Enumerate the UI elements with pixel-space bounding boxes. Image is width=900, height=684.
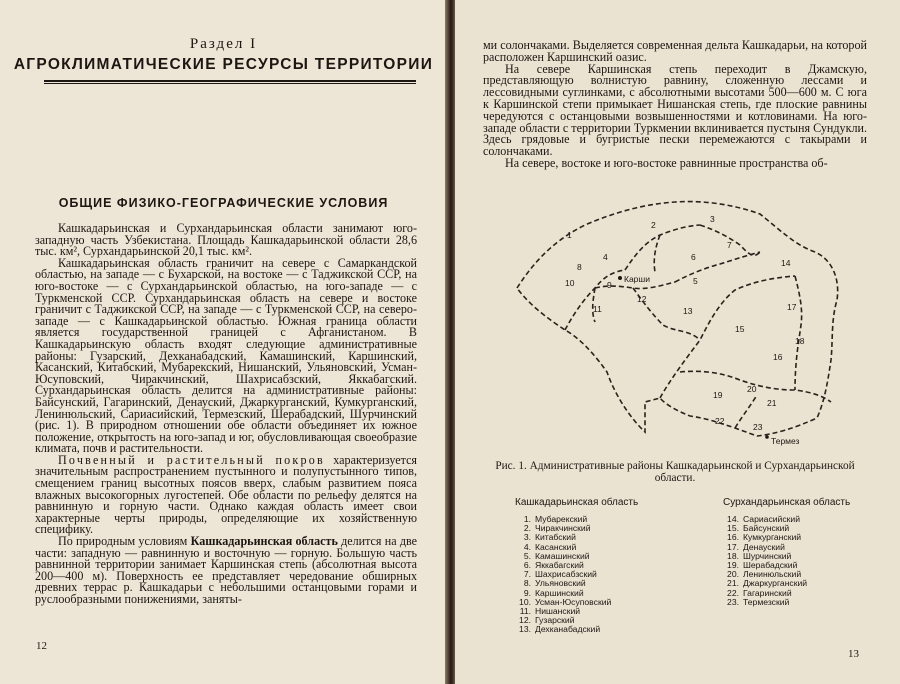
paragraph-kashka-rest: делится на две части: западную — равнинную и восточную — горную. Большую часть равнинной территории занимает Каршинская степь (абсолютная высота 200—400 м). Поверхность ее представляет чередование обширных древних террас р. Кашкадарьи с небольшими останцовыми горами и руслообразными понижениями, заняты- xyxy=(35,534,418,606)
legend-item-name: Сариасийский xyxy=(743,514,800,524)
legend-item-number: 5. xyxy=(523,550,531,561)
legend-item-name: Байсунский xyxy=(743,523,790,534)
legend-item-name: Шахрисабзский xyxy=(535,569,597,580)
legend-item-name: Шерабадский xyxy=(743,560,798,571)
paragraph-borders: Кашкадарьинская область граничит на севере с Самаркандской областью, на западе — с Бухарской, на востоке — с Таджикской ССР, на юго-востоке — с Сурхандарьинской областью, на юго-западе — с Туркменской ССР. Сурхандарьинская область на севере и востоке граничит с Таджикской ССР, на западе — с Туркменской ССР, на северо-западе — с Кашкадарьинской областью. Южная граница области является государственной границей с Афганистаном. В Кашкадарьинскую область входят следующие административные районы: Гузарский, Дехканабадский, Камашинский, Каршинский, Касанский, Китабский, Мубарекский, Нишанский, Ульяновский, Усман-Юсуповский, Чиракчинский, Шахрисабзский, Яккабагский. Сурхандарьинская область делится на административные районы: Байсунский, Гагаринский, Денауский, Джаркурганский, Кумкурганский, Ленинюльский, Сариасийский, Термезский, Шерабадский, Шурчинский (рис. 1). В природном отношении обе области объединяет их южное положение, открытость на юго-запад и юг, обусловливающая своеобразие климата, почв и растительности. xyxy=(35,255,417,456)
region-label-3: 3 xyxy=(710,214,715,224)
city-marker-karshi xyxy=(618,276,622,280)
legend-item-name: Ленинюльский xyxy=(743,569,802,580)
region-label-9: 9 xyxy=(607,280,612,290)
region-label-11: 11 xyxy=(593,304,602,314)
region-label-6: 6 xyxy=(691,252,696,262)
legend-item-name: Яккабагский xyxy=(535,560,584,571)
legend-item-name: Касанский xyxy=(535,541,577,552)
region-label-22: 22 xyxy=(715,416,725,426)
legend-item-number: 21. xyxy=(727,578,739,589)
paragraph-kashkadarya xyxy=(35,536,417,606)
region-label-16: 16 xyxy=(773,352,783,362)
district-map xyxy=(495,190,855,452)
paragraph-kashka-start: По природным условиям xyxy=(58,534,191,549)
region-border-surkhan xyxy=(660,276,795,398)
outer-boundary xyxy=(517,202,838,436)
city-marker-termez xyxy=(765,435,769,439)
legend-item-name: Камашинский xyxy=(535,550,590,561)
city-label-termez: Термез xyxy=(771,436,800,446)
legend-item-name: Китабский xyxy=(535,532,576,543)
legend-item-number: 10. xyxy=(519,596,531,607)
legend-item-name: Мубарекский xyxy=(535,514,588,524)
bold-term: Кашкадарьинская область xyxy=(190,534,338,549)
title-rule-thin xyxy=(44,83,416,84)
region-label-19: 19 xyxy=(713,390,723,400)
legend-item-number: 3. xyxy=(523,532,531,543)
body-text-right xyxy=(483,40,867,170)
title-rule xyxy=(44,80,416,82)
region-label-10: 10 xyxy=(565,278,575,288)
legend-item-number: 12. xyxy=(519,615,531,626)
legend-item-number: 20. xyxy=(727,569,739,580)
region-label-2: 2 xyxy=(651,220,656,230)
paragraph-steppe: На севере Каршинская степь переходит в Джамскую, представляющую волнистую равнину, сложенную лессами и лессовидными суглинками, с абсолютными высотами 500—600 м. С юга к Каршинской степи примыкает Нишанская степь, где плоские равнины чередуются с останцовыми возвышенностями и котловинами. На юго-западе области с территории Туркмении вклинивается пустыня Сундукли. Здесь грядовые и бугристые пески перемежаются с такырами и солончаками. xyxy=(483,61,867,159)
legend-item-name: Гагаринский xyxy=(743,587,792,598)
region-label-21: 21 xyxy=(767,398,777,408)
region-label-14: 14 xyxy=(781,258,791,268)
chapter-title: ОБЩИЕ ФИЗИКО-ГЕОГРАФИЧЕСКИЕ УСЛОВИЯ xyxy=(58,196,389,210)
region-label-20: 20 xyxy=(747,384,757,394)
legend-item xyxy=(723,598,807,607)
legend-list-surkhandarya xyxy=(723,515,807,607)
section-label: Раздел I xyxy=(189,36,258,52)
paragraph-continued: На севере, востоке и юго-востоке равнинные пространства об- xyxy=(505,155,828,170)
region-label-7: 7 xyxy=(727,240,732,250)
legend-item-number: 2. xyxy=(523,523,531,534)
legend-item xyxy=(515,625,611,634)
legend-item-number: 8. xyxy=(523,578,531,589)
region-label-5: 5 xyxy=(693,276,698,286)
paragraph-area: Кашкадарьинская и Сурхандарьинская области занимают юго-западную часть Узбекистана. Площадь Кашкадарьинской области 28,6 тыс. км², Сурхандарьинской 20,1 тыс. км². xyxy=(35,221,417,259)
legend-item-name: Нишанский xyxy=(535,606,581,617)
part-title: АГРОКЛИМАТИЧЕСКИЕ РЕСУРСЫ ТЕРРИТОРИИ xyxy=(13,56,434,73)
legend-item-name: Джаркурганский xyxy=(743,578,808,589)
paragraph-delta: ми солончаками. Выделяется современная дельта Кашкадарьи, на которой расположен Каршинский оазис. xyxy=(483,38,867,64)
legend-item-name: Термезский xyxy=(743,596,790,607)
region-label-13: 13 xyxy=(683,306,693,316)
region-label-4: 4 xyxy=(603,252,608,262)
legend-item-number: 9. xyxy=(523,587,531,598)
legend-item-name: Дехканабадский xyxy=(535,624,601,635)
legend-item-number: 6. xyxy=(523,560,531,571)
legend-item-number: 23. xyxy=(727,596,739,607)
legend-item-name: Денауский xyxy=(743,541,785,552)
paragraph-soil xyxy=(35,452,417,537)
legend-item-name: Гузарский xyxy=(535,615,575,626)
paragraph-soil-text: характеризуется значительным распространением пустынного и полупустынного типов, смещением границ высотных поясов вверх, слабым развитием пояса влажных высокогорных лугостепей. Обе области по рельефу делятся на равнинную и горную части. Однако каждая область имеет свои характерные черты природы, определяющие их хозяйственную специфику. xyxy=(35,452,417,537)
legend-item-number: 22. xyxy=(727,587,739,598)
spaced-term: Почвенный и растительный покров xyxy=(58,452,325,467)
region-label-23: 23 xyxy=(753,422,763,432)
figure-caption: Рис. 1. Административные районы Кашкадарьинской и Сурхандарьинской области. xyxy=(495,460,855,484)
city-label-karshi: Карши xyxy=(624,274,650,284)
legend-item-name: Шурчинский xyxy=(743,550,792,561)
legend-item-number: 11. xyxy=(519,606,531,617)
page-number-left: 12 xyxy=(36,640,47,652)
region-border-north2 xyxy=(675,252,760,282)
legend-item-number: 18. xyxy=(727,550,739,561)
region-label-8: 8 xyxy=(577,262,582,272)
legend-item-number: 17. xyxy=(727,541,739,552)
legend-list-kashkadarya xyxy=(515,515,611,635)
page-number-right: 13 xyxy=(848,648,859,660)
legend-item-name: Усман-Юсуповский xyxy=(535,596,612,607)
region-label-17: 17 xyxy=(787,302,797,312)
right-page xyxy=(455,0,900,684)
legend-item-number: 16. xyxy=(727,532,739,543)
legend-item-number: 15. xyxy=(727,523,739,534)
legend-title-surkhandarya: Сурхандарьинская область xyxy=(723,497,851,508)
legend-item-number: 1. xyxy=(523,514,531,524)
legend-item-name: Ульяновский xyxy=(535,578,586,589)
region-border-small xyxy=(654,235,660,272)
left-page xyxy=(0,0,447,684)
legend-item-number: 14. xyxy=(727,514,739,524)
region-border-north xyxy=(625,225,700,270)
body-text-left xyxy=(35,223,417,606)
legend-item-name: Чиракчинский xyxy=(535,523,591,534)
region-border-surkh-east xyxy=(795,276,802,390)
legend-item-number: 13. xyxy=(519,624,531,635)
region-label-18: 18 xyxy=(795,336,805,346)
region-label-15: 15 xyxy=(735,324,745,334)
legend-item-name: Каршинский xyxy=(535,587,584,598)
legend-title-kashkadarya: Кашкадарьинская область xyxy=(515,497,639,508)
legend-item-name: Кумкурганский xyxy=(743,532,802,543)
legend-item-number: 7. xyxy=(523,569,531,580)
region-label-1: 1 xyxy=(567,230,572,240)
region-label-12: 12 xyxy=(637,294,647,304)
legend-item-number: 19. xyxy=(727,560,739,571)
legend-item-number: 4. xyxy=(523,541,531,552)
